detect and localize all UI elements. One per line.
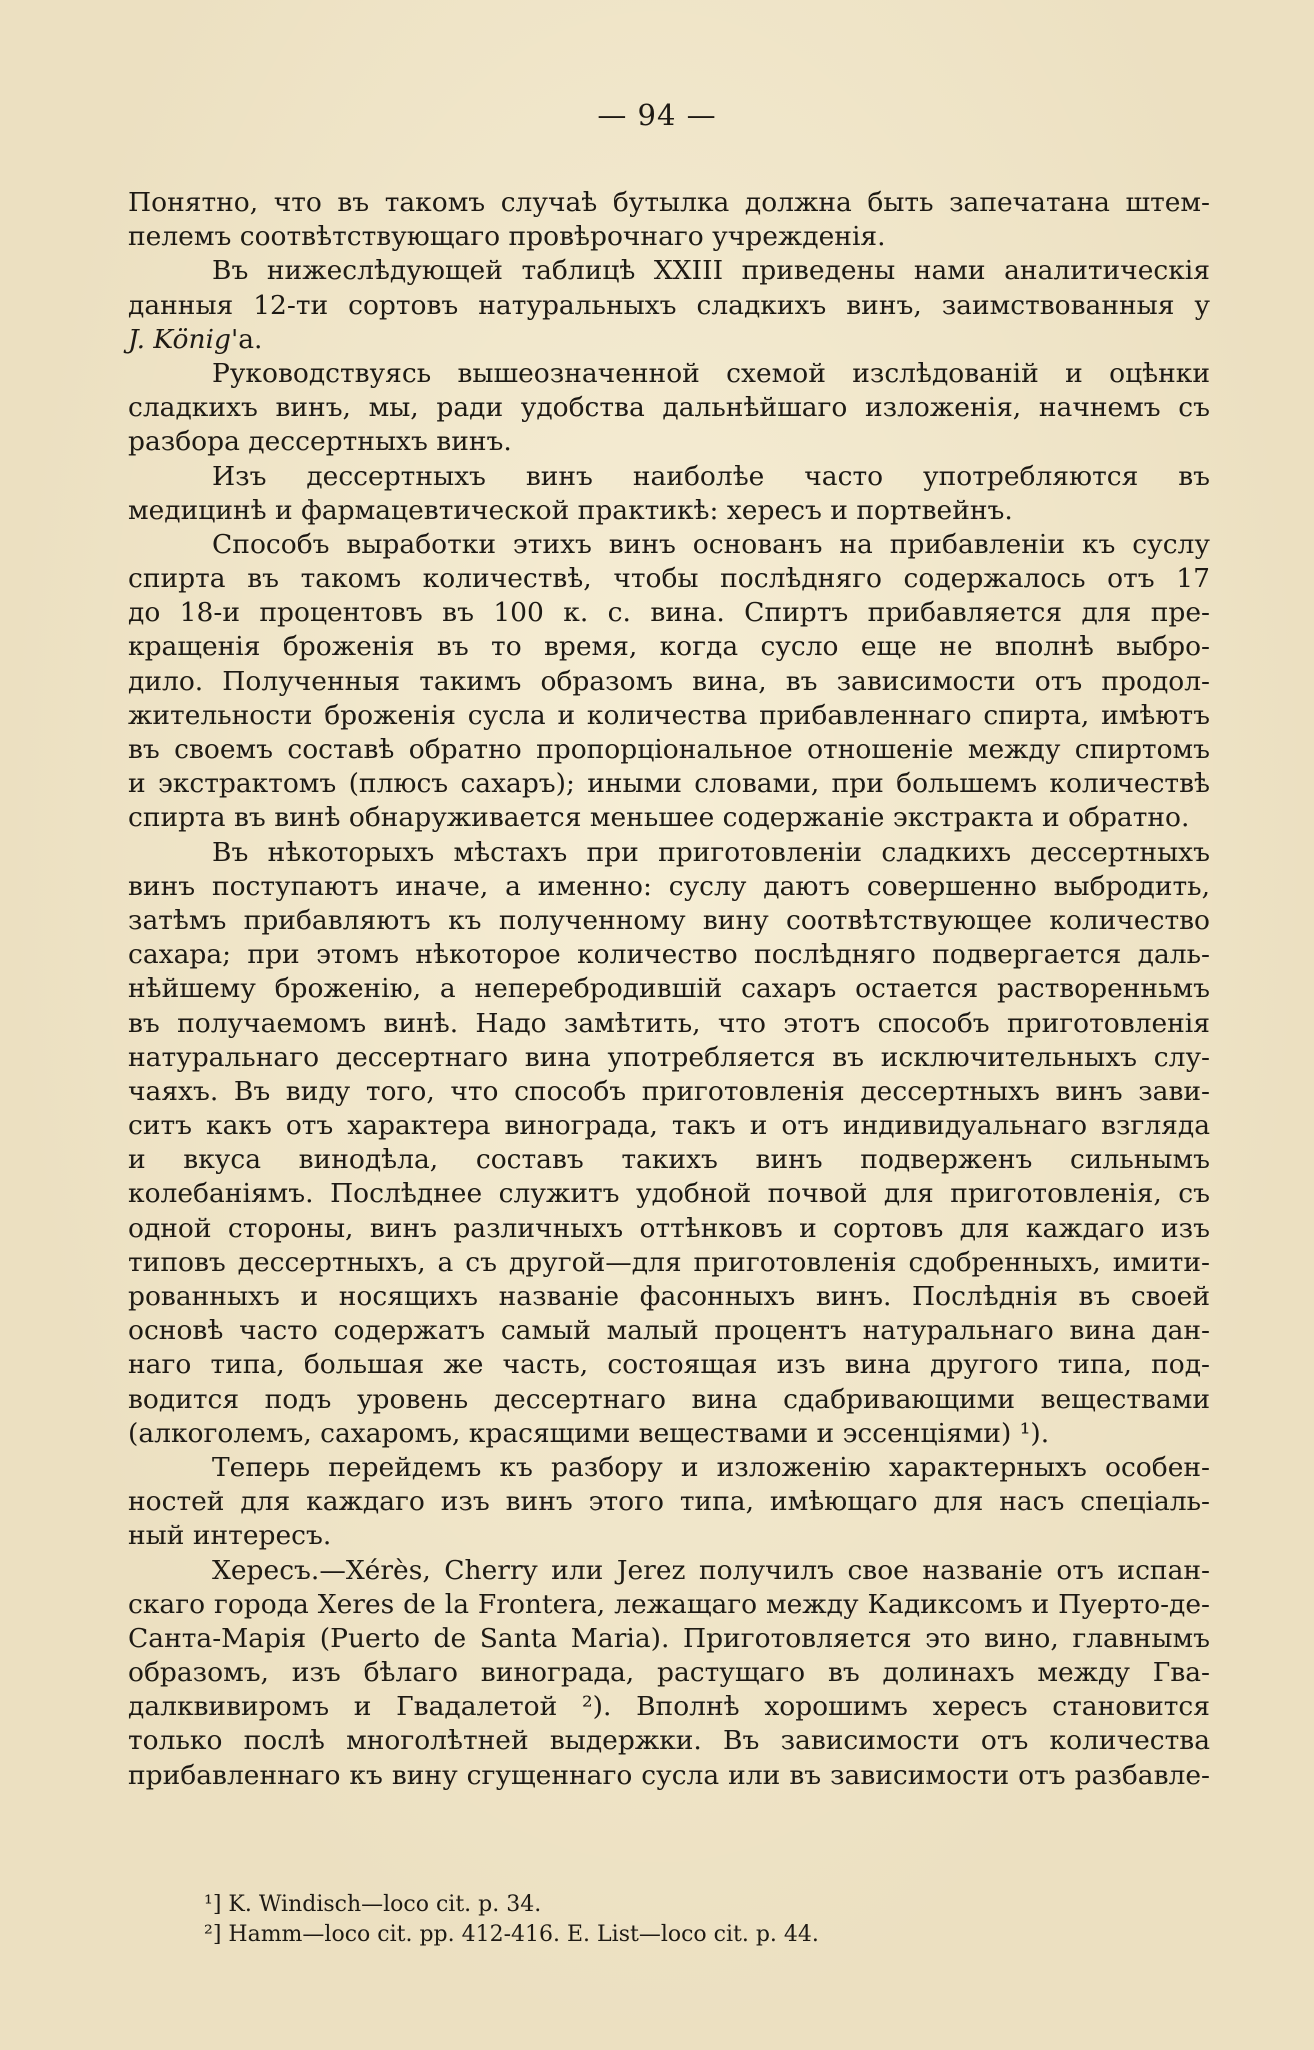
footnotes <box>204 1890 1104 1950</box>
text-line: и вкуса винодѣла, составъ такихъ винъ подверженъ сильнымъ <box>128 1144 1210 1176</box>
text-line: далквивиромъ и Гвадалетой ²). Вполнѣ хорошимъ хересъ становится <box>128 1691 1210 1723</box>
text-line: пелемъ соотвѣтствующаго провѣрочнаго учрежденія. <box>128 221 886 253</box>
text-line: Въ нижеслѣдующей таблицѣ XXIII приведены нами аналитическія <box>212 255 1210 287</box>
text-line: и экстрактомъ (плюсъ сахаръ); иными словами, при большемъ количествѣ <box>128 768 1210 800</box>
text-line: спирта въ такомъ количествѣ, чтобы послѣдняго содержалось отъ 17 <box>128 563 1210 595</box>
text-line: наго типа, большая же часть, состоящая изъ вина другого типа, под- <box>128 1349 1210 1381</box>
text-line: прибавленнаго къ вину сгущеннаго сусла или въ зависимости отъ разбавле- <box>128 1759 1210 1791</box>
text-line: жительности броженія сусла и количества прибавленнаго спирта, имѣютъ <box>128 699 1210 731</box>
text-line: въ своемъ составѣ обратно пропорціональное отношеніе между спиртомъ <box>128 734 1210 765</box>
text-line: ситъ какъ отъ характера винограда, такъ и отъ индивидуальнаго взгляда <box>128 1110 1210 1142</box>
text-line: водится подъ уровень дессертнаго вина сдабривающими веществами <box>128 1383 1210 1415</box>
text-line: Въ нѣкоторыхъ мѣстахъ при приготовленіи сладкихъ дессертныхъ <box>212 836 1210 868</box>
text-line: ный интересъ. <box>128 1520 332 1552</box>
text-line: ностей для каждаго изъ винъ этого типа, имѣющаго для насъ спеціаль- <box>128 1486 1210 1518</box>
text-line: Понятно, что въ такомъ случаѣ бутылка должна быть запечатана штем- <box>128 187 1210 218</box>
text-line: натуральнаго дессертнаго вина употребляется въ исключительныхъ слу- <box>128 1041 1210 1073</box>
footnote-2: ²] Hamm—loco cit. pp. 412-416. E. List—loco cit. p. 44. <box>204 1922 819 1947</box>
text-line: образомъ, изъ бѣлаго винограда, растущаго въ долинахъ между Гва- <box>128 1657 1210 1689</box>
text-line: Теперь перейдемъ къ разбору и изложенію характерныхъ особен- <box>212 1451 1210 1483</box>
text-line: сахара; при этомъ нѣкоторое количество послѣдняго подвергается даль- <box>128 939 1210 971</box>
text-line: типовъ дессертныхъ, а съ другой—для приготовленія сдобренныхъ, имити- <box>128 1246 1210 1278</box>
body-text <box>128 186 1210 1793</box>
text-line: Изъ дессертныхъ винъ наиболѣе часто употребляются въ <box>212 460 1210 492</box>
text-line: въ получаемомъ винѣ. Надо замѣтить, что этотъ способъ приготовленія <box>128 1007 1210 1039</box>
text-line: медицинѣ и фармацевтической практикѣ: хересъ и портвейнъ. <box>128 494 1013 526</box>
text-line: кращенія броженія въ то время, когда сусло еще не вполнѣ выбро- <box>128 631 1210 663</box>
text-line: (алкоголемъ, сахаромъ, красящими веществами и эссенціями) ¹). <box>128 1417 1050 1449</box>
text-line: данныя 12-ти сортовъ натуральныхъ сладкихъ винъ, заимствованныя у <box>128 289 1210 321</box>
text-line: одной стороны, винъ различныхъ оттѣнковъ и сортовъ для каждаго изъ <box>128 1212 1210 1244</box>
text-line: Санта-Марія (Puerto de Santa Maria). Приготовляется это вино, главнымъ <box>128 1622 1210 1654</box>
text-line: Хересъ.—Xérès, Cherry или Jerez получилъ свое названіе отъ испан- <box>212 1554 1210 1586</box>
text-line: Руководствуясь вышеозначенной схемой изслѣдованій и оцѣнки <box>212 357 1210 389</box>
page-number: — 94 — <box>597 98 717 132</box>
text-line: основѣ часто содержатъ самый малый процентъ натуральнаго вина дан- <box>128 1315 1210 1347</box>
text-line: спирта въ винѣ обнаруживается меньшее содержаніе экстракта и обратно. <box>128 802 1190 834</box>
text-line: нѣйшему броженію, а неперебродившій сахаръ остается растворенньмъ <box>128 973 1210 1005</box>
text-line: рованныхъ и носящихъ названіе фасонныхъ винъ. Послѣднія въ своей <box>128 1281 1210 1312</box>
text-line: до 18-и процентовъ въ 100 к. с. вина. Спиртъ прибавляется для пре- <box>128 597 1210 629</box>
text-line: сладкихъ винъ, мы, ради удобства дальнѣйшаго изложенія, начнемъ съ <box>128 392 1210 424</box>
text-line: Способъ выработки этихъ винъ основанъ на прибавленіи къ суслу <box>212 528 1210 560</box>
text-line: J. König'а. <box>128 323 263 355</box>
text-line: разбора дессертныхъ винъ. <box>128 426 512 458</box>
text-line: скаго города Xeres de la Frontera, лежащаго между Кадиксомъ и Пуерто-де- <box>128 1588 1210 1620</box>
text-line: винъ поступаютъ иначе, а именно: суслу даютъ совершенно выбродить, <box>128 870 1210 902</box>
text-line: дило. Полученныя такимъ образомъ вина, въ зависимости отъ продол- <box>128 665 1210 697</box>
text-line: только послѣ многолѣтней выдержки. Въ зависимости отъ количества <box>128 1725 1210 1757</box>
text-line: чаяхъ. Въ виду того, что способъ приготовленія дессертныхъ винъ зави- <box>128 1075 1210 1107</box>
footnote-1: ¹] K. Windisch—loco cit. p. 34. <box>204 1892 542 1917</box>
text-line: колебаніямъ. Послѣднее служитъ удобной почвой для приготовленія, съ <box>128 1178 1210 1210</box>
text-line: затѣмъ прибавляютъ къ полученному вину соотвѣтствующее количество <box>128 904 1210 936</box>
